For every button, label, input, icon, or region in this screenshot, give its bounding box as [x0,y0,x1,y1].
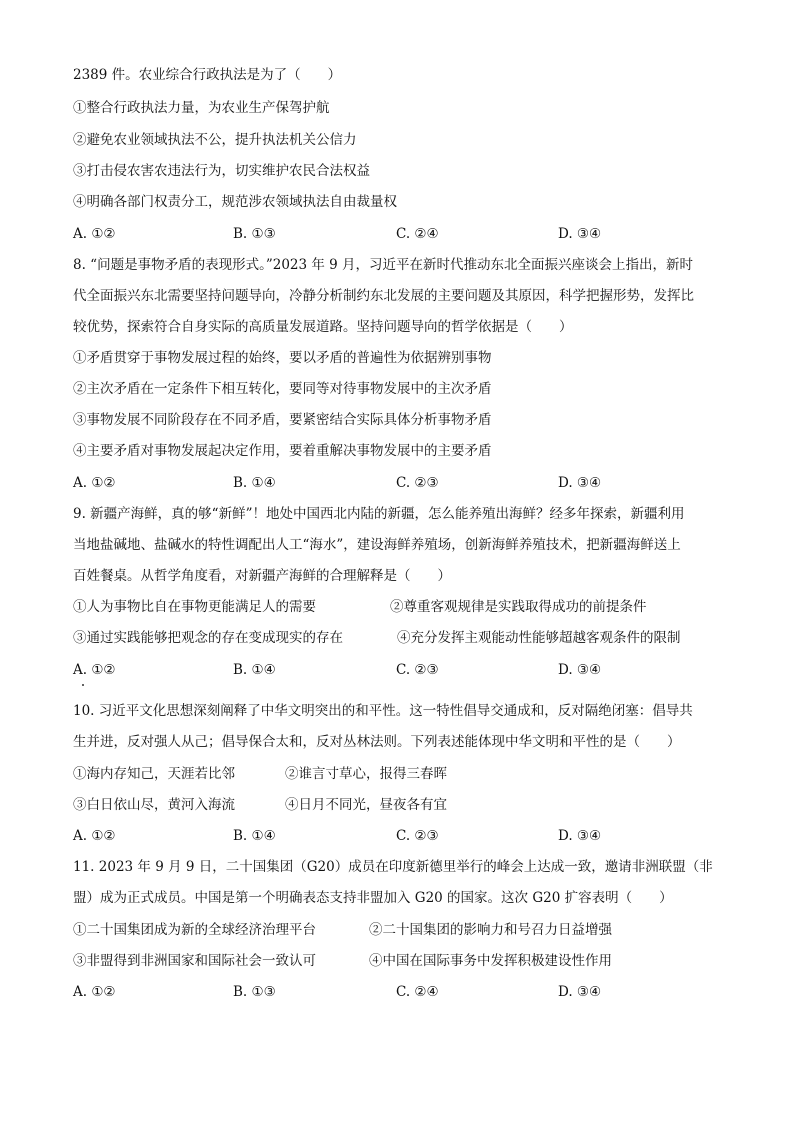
statement-option: ①整合行政执法力量，为农业生产保驾护航 [73,100,330,116]
statement-option: ④中国在国际事务中发挥积极建设性作用 [369,953,612,969]
statement-option: ③打击侵农害农违法行为，切实维护农民合法权益 [73,163,370,179]
choice-c[interactable]: C. ②④ [396,984,439,1000]
statement-option: ③事物发展不同阶段存在不同矛盾，要紧密结合实际具体分析事物矛盾 [73,412,492,428]
statement-option: ①二十国集团成为新的全球经济治理平台 [73,922,316,938]
question-stem: 较优势，探索符合自身实际的高质量发展道路。坚持问题导向的哲学依据是（ ） [73,319,573,335]
question-stem: 9. 新疆产海鲜，真的够“新鲜”！地处中国西北内陆的新疆，怎么能养殖出海鲜？经多年探索，新疆利用 [73,506,685,522]
statement-option: ②二十国集团的影响力和号召力日益增强 [369,922,612,938]
statement-option: ③白日依山尽，黄河入海流 [73,797,235,813]
question-stem: 当地盐碱地、盐碱水的特性调配出人工“海水”，建设海鲜养殖场，创新海鲜养殖技术，把新疆海鲜送上 [73,537,681,553]
statement-option: ②主次矛盾在一定条件下相互转化，要同等对待事物发展中的主次矛盾 [73,381,492,397]
choice-a[interactable]: A. ①② [73,662,116,678]
choice-b[interactable]: B. ①③ [233,984,276,1000]
question-stem: 百姓餐桌。从哲学角度看，对新疆产海鲜的合理解释是（ ） [73,568,451,584]
statement-option: ③非盟得到非洲国家和国际社会一致认可 [73,953,316,969]
choice-a[interactable]: A. ①② [73,984,116,1000]
statement-option: ②谁言寸草心，报得三春晖 [285,766,447,782]
choice-a[interactable]: A. ①② [73,475,116,491]
statement-option: ②避免农业领域执法不公，提升执法机关公信力 [73,132,357,148]
question-stem: 10. 习近平文化思想深刻阐释了中华文明突出的和平性。这一特性倡导交通成和，反对隔绝闭塞：倡导共 [73,703,693,719]
statement-option: ④充分发挥主观能动性能够超越客观条件的限制 [397,630,681,646]
choice-d[interactable]: D. ③④ [558,984,602,1000]
choice-a[interactable]: A. ①② [73,828,116,844]
choice-d[interactable]: D. ③④ [558,662,602,678]
choice-b[interactable]: B. ①③ [233,226,276,242]
question-stem: 代全面振兴东北需要坚持问题导向，冷静分析制约东北发展的主要问题及其原因，科学把握形势，发挥比 [73,288,694,304]
choice-a[interactable]: A. ①② [73,226,116,242]
statement-option: ①人为事物比自在事物更能满足人的需要 [73,599,316,615]
question-stem: 8. “问题是事物矛盾的表现形式。”2023 年 9 月，习近平在新时代推动东北全面振兴座谈会上指出，新时 [73,257,694,273]
choice-b[interactable]: B. ①④ [233,662,276,678]
choice-d[interactable]: D. ③④ [558,226,602,242]
statement-option: ③通过实践能够把观念的存在变成现实的存在 [73,630,343,646]
statement-option: ④日月不同光，昼夜各有宜 [285,797,447,813]
choice-c[interactable]: C. ②③ [396,475,439,491]
question-stem: 2389 件。农业综合行政执法是为了（ ） [73,67,342,83]
statement-option: ①海内存知己，天涯若比邻 [73,766,235,782]
statement-option: ①矛盾贯穿于事物发展过程的始终，要以矛盾的普遍性为依据辨别事物 [73,350,492,366]
question-stem: 盟）成为正式成员。中国是第一个明确表态支持非盟加入 G20 的国家。这次 G20 扩容表明（ ） [73,890,673,906]
choice-b[interactable]: B. ①④ [233,475,276,491]
choice-d[interactable]: D. ③④ [558,828,602,844]
choice-d[interactable]: D. ③④ [558,475,602,491]
question-stem: 11. 2023 年 9 月 9 日，二十国集团（G20）成员在印度新德里举行的峰会上达成一致，邀请非洲联盟（非 [73,859,713,875]
stray-mark [82,684,84,686]
statement-option: ④明确各部门权责分工，规范涉农领域执法自由裁量权 [73,194,397,210]
choice-b[interactable]: B. ①④ [233,828,276,844]
statement-option: ②尊重客观规律是实践取得成功的前提条件 [390,599,647,615]
question-stem: 生并进，反对强人从己；倡导保合太和，反对丛林法则。下列表述能体现中华文明和平性的是（ ） [73,734,681,750]
choice-c[interactable]: C. ②③ [396,662,439,678]
choice-c[interactable]: C. ②③ [396,828,439,844]
choice-c[interactable]: C. ②④ [396,226,439,242]
statement-option: ④主要矛盾对事物发展起决定作用，要着重解决事物发展中的主要矛盾 [73,443,492,459]
